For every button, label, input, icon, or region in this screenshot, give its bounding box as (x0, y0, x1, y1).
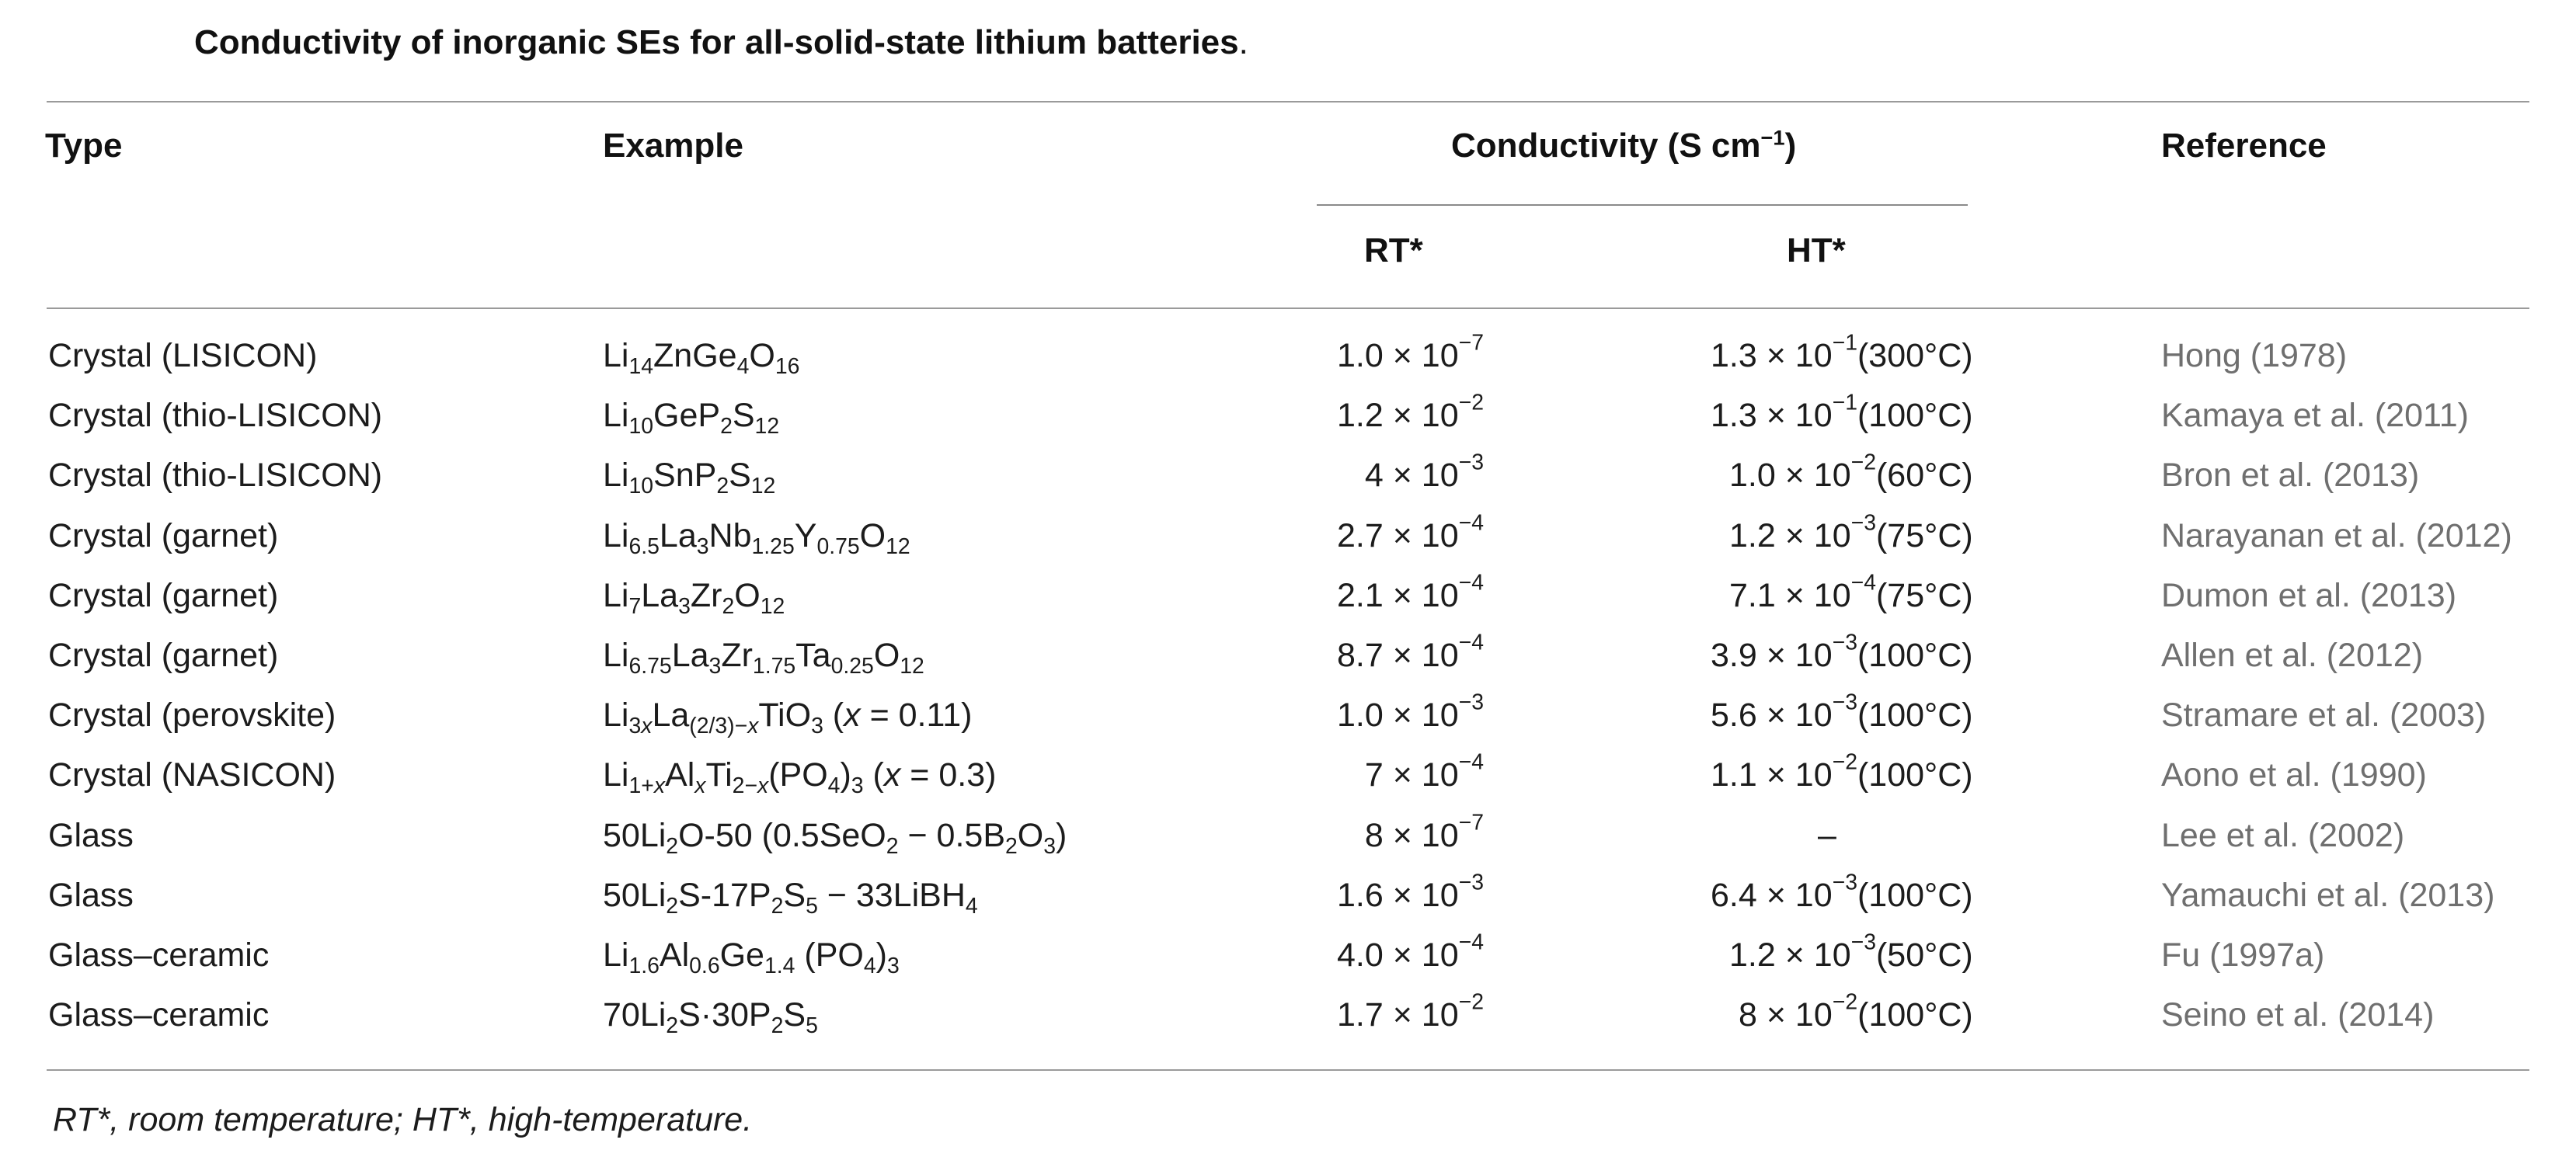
reference-cell: Hong (1978) (2161, 337, 2348, 374)
formula-subscript: 12 (750, 474, 776, 499)
exponent: −3 (1850, 510, 1876, 536)
mantissa: 1.6 (1337, 876, 1384, 914)
header-type: Type (45, 127, 123, 165)
ht-conductivity-cell: $6.4 \times 10^{-3}(100^\circ C)$ (1711, 870, 1973, 914)
mantissa: 8 (1364, 816, 1384, 854)
formula-text: Al (665, 756, 695, 794)
rt-conductivity-cell: $4 \times 10^{-3}$ (1364, 450, 1484, 495)
table-row (0, 626, 2576, 686)
formula-subscript: 1+ (628, 773, 654, 799)
formula-text: TiO (758, 697, 812, 735)
formula-subscript: 3 (696, 533, 709, 559)
header-example: Example (603, 127, 743, 165)
formula-subscript: 2 (716, 474, 729, 499)
example-formula-cell (603, 506, 910, 566)
mantissa: 5.6 (1711, 697, 1757, 735)
ht-conductivity-cell: $8 \times 10^{-2}(100^\circ C)$ (1739, 989, 1973, 1034)
formula-subscript: 3 (851, 773, 864, 799)
ht-conductivity-cell: – (1818, 816, 1836, 854)
table-footnote: RT*, room temperature; HT*, high-temperature. (53, 1101, 753, 1138)
formula-variable: x (883, 756, 901, 794)
reference-cell: Fu (1997a) (2161, 936, 2325, 974)
formula-subscript: 2− (732, 773, 758, 799)
example-formula-cell (603, 326, 799, 386)
header-conductivity (1451, 127, 1796, 165)
formula-subscript: 4 (965, 893, 978, 919)
exponent: −4 (1850, 570, 1876, 596)
formula-subscript: 2 (886, 833, 899, 859)
formula-text: Zr (690, 576, 722, 614)
mantissa: 1.0 (1729, 457, 1776, 495)
formula-subscript: 6.75 (628, 654, 672, 679)
table-title-text: Conductivity of inorganic SEs for all-solid-state lithium batteries (194, 23, 1239, 61)
table-row (0, 745, 2576, 805)
exponent: −3 (1832, 690, 1857, 715)
formula-text: Li (603, 576, 629, 614)
formula-text: − 0.5B (898, 816, 1006, 854)
formula-text: = 0.11) (860, 697, 973, 735)
formula-text: 50Li (603, 816, 667, 854)
mantissa: 2.1 (1337, 576, 1384, 614)
formula-variable: x (844, 697, 861, 735)
example-formula-cell (603, 985, 818, 1045)
exponent: −2 (1458, 989, 1484, 1015)
example-formula-cell (603, 866, 978, 926)
formula-text: ) (840, 756, 851, 794)
type-cell: Glass (48, 876, 134, 914)
formula-text: La (659, 516, 697, 554)
ht-conductivity-cell: $3.9 \times 10^{-3}(100^\circ C)$ (1711, 630, 1973, 674)
table-row (0, 446, 2576, 506)
formula-subscript-variable (747, 714, 758, 738)
ht-conductivity-cell: $1.2 \times 10^{-3}(75^\circ C)$ (1729, 510, 1973, 554)
ht-conductivity-cell: $1.0 \times 10^{-2}(60^\circ C)$ (1729, 450, 1973, 495)
formula-subscript: 2 (771, 893, 784, 919)
formula-subscript: 4 (827, 773, 841, 799)
exponent: −7 (1458, 330, 1484, 356)
formula-text: = 0.3) (900, 756, 997, 794)
reference-cell: Lee et al. (2002) (2161, 816, 2405, 854)
mantissa: 4.0 (1337, 936, 1384, 974)
formula-text: S-17P (678, 876, 771, 914)
type-cell: Crystal (LISICON) (48, 337, 318, 374)
formula-subscript: 2 (666, 833, 679, 859)
ht-temperature: (300°C) (1857, 337, 1973, 374)
formula-text: − 33LiBH (817, 876, 966, 914)
mantissa: 1.2 (1729, 936, 1776, 974)
type-cell: Crystal (garnet) (48, 516, 279, 554)
formula-text: ( (863, 756, 884, 794)
mantissa: 1.2 (1337, 397, 1384, 435)
exponent: −7 (1458, 810, 1484, 836)
exponent: −2 (1832, 750, 1857, 776)
mantissa: 1.0 (1337, 697, 1384, 735)
exponent: −3 (1458, 870, 1484, 895)
exponent: −4 (1458, 630, 1484, 655)
mantissa: 1.3 (1711, 397, 1757, 435)
mantissa: 8.7 (1337, 637, 1384, 674)
formula-text: Ti (705, 756, 733, 794)
formula-text: Zr (721, 637, 753, 674)
ht-temperature: (60°C) (1875, 457, 1973, 495)
exponent: −3 (1458, 450, 1484, 476)
reference-cell: Yamauchi et al. (2013) (2161, 876, 2495, 914)
conductivity-span-rule (1317, 204, 1968, 206)
formula-subscript-variable (694, 773, 705, 798)
formula-text: O (749, 337, 775, 374)
type-cell: Crystal (perovskite) (48, 697, 336, 735)
example-formula-cell (603, 446, 775, 506)
formula-text: La (641, 576, 679, 614)
formula-text: ZnGe (653, 337, 737, 374)
example-formula-cell (603, 926, 900, 985)
formula-subscript: 1.6 (628, 954, 660, 979)
table-row (0, 806, 2576, 866)
ht-conductivity-cell: $7.1 \times 10^{-4}(75^\circ C)$ (1729, 570, 1973, 614)
formula-text: O (1017, 816, 1044, 854)
exponent: −4 (1458, 929, 1484, 955)
formula-subscript: 12 (760, 593, 785, 619)
table-row (0, 506, 2576, 566)
mantissa: 1.7 (1337, 996, 1384, 1034)
formula-text: Ge (719, 936, 764, 974)
formula-text: La (671, 637, 709, 674)
formula-text: S·30P (678, 996, 771, 1034)
table-row (0, 985, 2576, 1045)
exponent: −3 (1832, 630, 1857, 655)
type-cell: Crystal (thio-LISICON) (48, 457, 383, 495)
reference-cell: Dumon et al. (2013) (2161, 576, 2457, 614)
example-formula-cell (603, 386, 779, 446)
reference-cell: Kamaya et al. (2011) (2161, 397, 2469, 435)
formula-subscript: 7 (628, 593, 642, 619)
formula-text: La (652, 697, 690, 735)
formula-subscript: 2 (720, 414, 733, 440)
reference-cell: Stramare et al. (2003) (2161, 697, 2487, 735)
formula-subscript: 4 (863, 954, 876, 979)
formula-text: ) (875, 936, 887, 974)
rt-conductivity-cell: $4.0 \times 10^{-4}$ (1337, 929, 1484, 974)
formula-subscript: 10 (628, 414, 654, 440)
formula-text: SnP (653, 457, 717, 495)
header-reference: Reference (2161, 127, 2327, 165)
mantissa: 3.9 (1711, 637, 1757, 674)
formula-subscript: 2 (1005, 833, 1018, 859)
formula-text: Li (603, 457, 629, 495)
ht-conductivity-cell: $1.3 \times 10^{-1}(100^\circ C)$ (1711, 390, 1973, 435)
exponent: −1 (1832, 390, 1857, 415)
formula-text: ( (823, 697, 844, 735)
formula-text: Li (603, 697, 629, 735)
mantissa: 1.3 (1711, 337, 1757, 374)
formula-subscript: 2 (722, 593, 735, 619)
type-cell: Glass–ceramic (48, 936, 270, 974)
table-top-rule (47, 101, 2529, 102)
rt-conductivity-cell: $8 \times 10^{-7}$ (1364, 810, 1484, 854)
reference-cell: Seino et al. (2014) (2161, 996, 2435, 1034)
mantissa: 1.0 (1337, 337, 1384, 374)
reference-cell: Narayanan et al. (2012) (2161, 516, 2512, 554)
example-formula-cell (603, 566, 785, 626)
formula-subscript: 3 (708, 654, 722, 679)
type-cell: Crystal (thio-LISICON) (48, 397, 383, 435)
formula-text: ) (1056, 816, 1067, 854)
formula-subscript: 12 (886, 533, 910, 559)
type-cell: Crystal (garnet) (48, 637, 279, 674)
formula-text: Li (603, 637, 629, 674)
ht-temperature: (100°C) (1857, 697, 1973, 735)
mantissa: 7.1 (1729, 576, 1776, 614)
ht-temperature: (100°C) (1857, 996, 1973, 1034)
ht-conductivity-cell: $1.2 \times 10^{-3}(50^\circ C)$ (1729, 929, 1973, 974)
formula-text: Li (603, 516, 629, 554)
exponent: −3 (1832, 870, 1857, 895)
rt-conductivity-cell: $1.7 \times 10^{-2}$ (1337, 989, 1484, 1034)
header-ht: HT* (1787, 231, 1846, 269)
table-row (0, 926, 2576, 985)
rt-conductivity-cell: $7 \times 10^{-4}$ (1364, 750, 1484, 794)
formula-text: Ta (795, 637, 831, 674)
formula-text: S (732, 397, 755, 435)
formula-text: Li (603, 337, 629, 374)
formula-subscript: 16 (775, 354, 800, 380)
formula-subscript: 12 (754, 414, 780, 440)
formula-text: O-50 (0.5SeO (678, 816, 886, 854)
formula-variable: x (694, 773, 706, 799)
rt-conductivity-cell: $8.7 \times 10^{-4}$ (1337, 630, 1484, 674)
formula-text: S (783, 996, 806, 1034)
formula-text: Li (603, 397, 629, 435)
formula-text: O (873, 637, 900, 674)
formula-subscript: 3 (886, 954, 900, 979)
formula-subscript: 0.75 (816, 533, 860, 559)
ht-temperature: (100°C) (1857, 876, 1973, 914)
ht-temperature: (100°C) (1857, 397, 1973, 435)
reference-cell: Aono et al. (1990) (2161, 756, 2427, 794)
formula-text: O (859, 516, 886, 554)
table-row (0, 566, 2576, 626)
header-bottom-rule (47, 307, 2529, 309)
formula-subscript-variable (757, 773, 768, 798)
formula-subscript: 1.75 (752, 654, 796, 679)
exponent: −2 (1832, 989, 1858, 1015)
table-title-period: . (1238, 23, 1248, 61)
formula-subscript: 3 (678, 593, 691, 619)
formula-subscript: 4 (736, 354, 750, 380)
rt-conductivity-cell: $1.0 \times 10^{-7}$ (1337, 330, 1484, 374)
formula-text: Y (794, 516, 817, 554)
rt-conductivity-cell: $2.7 \times 10^{-4}$ (1337, 510, 1484, 554)
mantissa: 2.7 (1337, 516, 1384, 554)
formula-text: (PO (795, 936, 864, 974)
formula-subscript: (2/3)− (689, 714, 748, 739)
formula-variable: x (747, 714, 759, 739)
formula-text: Li (603, 756, 629, 794)
formula-subscript: 0.6 (689, 954, 720, 979)
formula-subscript: 12 (900, 654, 924, 679)
formula-text: S (729, 457, 751, 495)
header-conductivity-exponent: −1 (1760, 125, 1785, 150)
mantissa: 6.4 (1711, 876, 1757, 914)
table-title (194, 23, 1248, 62)
mantissa: 7 (1364, 756, 1384, 794)
formula-subscript: 3 (628, 714, 642, 739)
type-cell: Glass–ceramic (48, 996, 270, 1034)
example-formula-cell (603, 745, 996, 805)
rt-conductivity-cell: $1.2 \times 10^{-2}$ (1337, 390, 1484, 435)
formula-variable: x (641, 714, 653, 739)
formula-subscript-variable (641, 714, 652, 738)
exponent: −1 (1832, 330, 1857, 356)
exponent: −3 (1458, 690, 1484, 715)
ht-conductivity-cell: $1.1 \times 10^{-2}(100^\circ C)$ (1711, 750, 1973, 794)
ht-conductivity-cell: $1.3 \times 10^{-1}(300^\circ C)$ (1711, 330, 1973, 374)
formula-text: (PO (768, 756, 828, 794)
formula-text: GeP (653, 397, 721, 435)
exponent: −3 (1850, 929, 1876, 955)
exponent: −2 (1458, 390, 1484, 415)
example-formula-cell (603, 806, 1067, 866)
example-formula-cell (603, 626, 924, 686)
formula-text: Al (659, 936, 690, 974)
formula-text: Nb (708, 516, 752, 554)
formula-subscript: 0.25 (830, 654, 874, 679)
exponent: −4 (1458, 570, 1484, 596)
formula-variable: x (757, 773, 769, 799)
formula-text: S (783, 876, 806, 914)
formula-subscript: 3 (811, 714, 823, 739)
formula-text: Li (603, 936, 629, 974)
reference-cell: Bron et al. (2013) (2161, 457, 2420, 495)
mantissa: 1.2 (1729, 516, 1776, 554)
table-row (0, 326, 2576, 386)
formula-subscript: 2 (666, 1013, 679, 1039)
formula-subscript: 2 (666, 893, 679, 919)
formula-subscript: 5 (806, 893, 818, 919)
header-conductivity-close: ) (1784, 127, 1797, 165)
formula-subscript: 10 (628, 474, 654, 499)
type-cell: Crystal (garnet) (48, 576, 279, 614)
type-cell: Glass (48, 816, 134, 854)
rt-conductivity-cell: $1.6 \times 10^{-3}$ (1337, 870, 1484, 914)
ht-temperature: (75°C) (1875, 516, 1973, 554)
formula-subscript: 2 (771, 1013, 784, 1039)
ht-temperature: (75°C) (1875, 576, 1973, 614)
ht-temperature: (50°C) (1875, 936, 1973, 974)
formula-text: O (734, 576, 761, 614)
formula-text: 70Li (603, 996, 667, 1034)
formula-subscript: 1.25 (751, 533, 795, 559)
type-cell: Crystal (NASICON) (48, 756, 336, 794)
formula-subscript: 6.5 (628, 533, 660, 559)
table-row (0, 686, 2576, 745)
header-conductivity-text: Conductivity (S cm (1451, 127, 1761, 165)
reference-cell: Allen et al. (2012) (2161, 637, 2424, 674)
exponent: −4 (1458, 750, 1484, 776)
rt-conductivity-cell: $2.1 \times 10^{-4}$ (1337, 570, 1484, 614)
mantissa: 8 (1739, 996, 1757, 1034)
header-rt: RT* (1364, 231, 1423, 269)
formula-subscript: 5 (806, 1013, 818, 1039)
exponent: −2 (1850, 450, 1876, 476)
formula-subscript-variable (654, 773, 665, 798)
exponent: −4 (1458, 510, 1484, 536)
formula-subscript: 1.4 (764, 954, 795, 979)
table-row (0, 866, 2576, 926)
table-bottom-rule (47, 1069, 2529, 1071)
rt-conductivity-cell: $1.0 \times 10^{-3}$ (1337, 690, 1484, 735)
mantissa: 4 (1364, 457, 1384, 495)
formula-subscript: 14 (628, 354, 654, 380)
example-formula-cell (603, 686, 972, 745)
formula-text: 50Li (603, 876, 667, 914)
ht-temperature: (100°C) (1857, 637, 1973, 674)
mantissa: 1.1 (1711, 756, 1757, 794)
table-row (0, 386, 2576, 446)
formula-subscript: 3 (1043, 833, 1057, 859)
ht-conductivity-cell: $5.6 \times 10^{-3}(100^\circ C)$ (1711, 690, 1973, 735)
ht-temperature: (100°C) (1857, 756, 1973, 794)
formula-variable: x (653, 773, 666, 799)
